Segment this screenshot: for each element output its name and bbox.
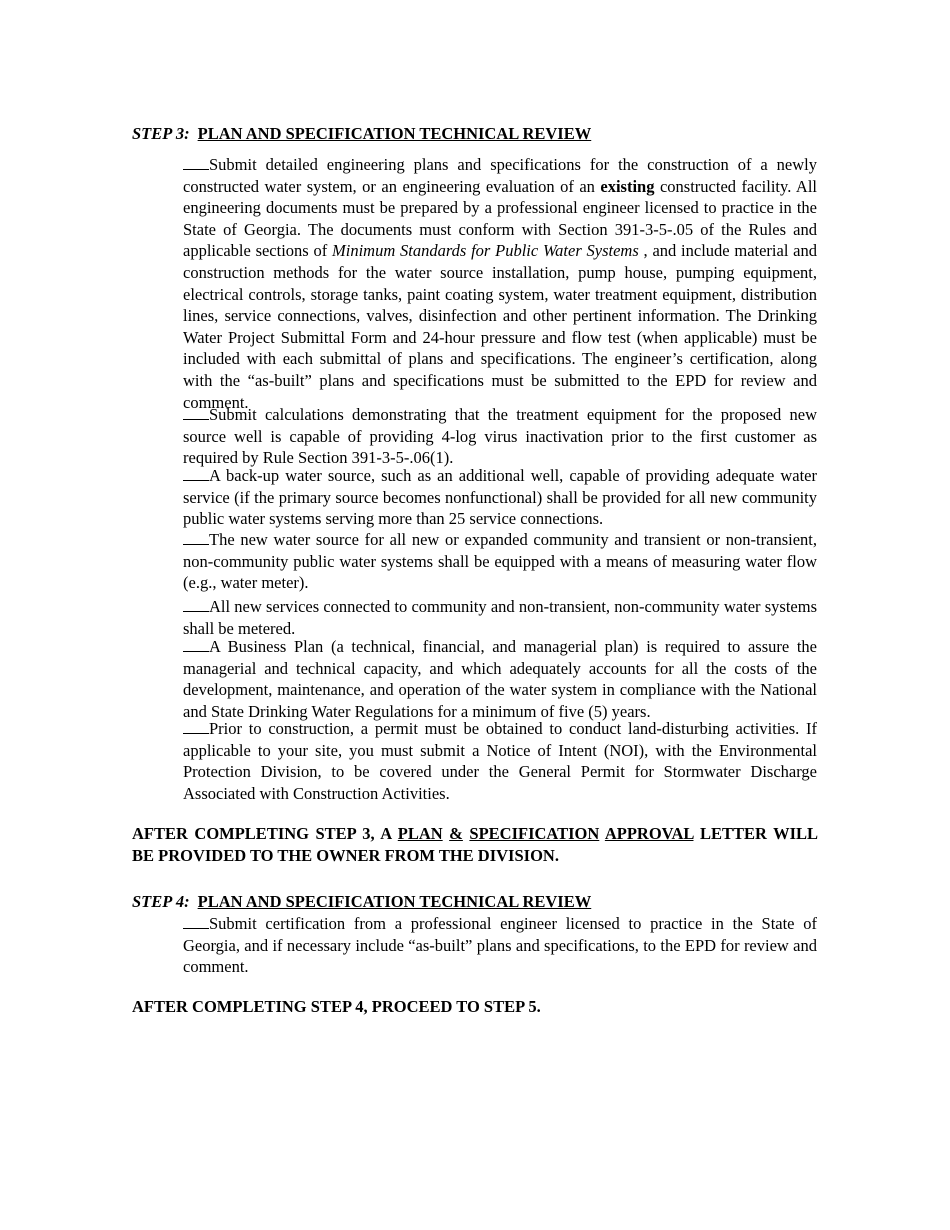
notice-amp: & [449, 824, 463, 843]
checkbox-blank-line[interactable] [183, 155, 209, 170]
item-plans-bold: existing [600, 176, 655, 196]
step-4-title: PLAN AND SPECIFICATION TECHNICAL REVIEW [197, 892, 592, 911]
checkbox-blank-line[interactable] [183, 405, 209, 420]
checklist-item-permit [183, 718, 817, 804]
checkbox-blank-line[interactable] [183, 719, 209, 734]
notice-plan: PLAN [397, 824, 443, 843]
item-calculations-text: Submit calculations demonstrating that the treatment equipment for the proposed new source well is capable of providing 4-log virus inactivation prior to the first customer as required by Rule Section 391-3-5-.06(1). [183, 405, 817, 468]
step-4-completion-notice: AFTER COMPLETING STEP 4, PROCEED TO STEP 5. [132, 997, 541, 1016]
notice-specification: SPECIFICATION [469, 824, 600, 843]
step-4-label: STEP 4: [132, 892, 190, 911]
checkbox-blank-line[interactable] [183, 597, 209, 612]
item-certification-text: Submit certification from a professional engineer licensed to practice in the State of Georgia, and if necessary include “as-built” plans and specifications, to the EPD for review and comment. [183, 914, 817, 977]
step-3-completion-notice [132, 823, 818, 866]
item-permit-text: Prior to construction, a permit must be obtained to conduct land-disturbing activities. If applicable to your site, you must submit a Notice of Intent (NOI), with the Environmental Protection Division, to be covered under the General Permit for Stormwater Discharge Associated with Construction Activities. [183, 719, 817, 803]
step-3-heading [132, 123, 818, 145]
notice-approval: APPROVAL [604, 824, 694, 843]
checklist-item-business-plan [183, 636, 817, 721]
notice-text-b: LETTER WILL BE PROVIDED TO THE OWNER FROM THE DIVISION. [132, 824, 819, 865]
item-metered-services-text: All new services connected to community and non-transient, non-community water systems shall be metered. [183, 597, 817, 638]
item-backup-source-text: A back-up water source, such as an additional well, capable of providing adequate water service (if the primary source becomes nonfunctional) shall be provided for all new community public water systems serving more than 25 service connections. [183, 466, 817, 529]
item-flow-meter-text: The new water source for all new or expanded community and transient or non-transient, non-community public water systems shall be equipped with a means of measuring water flow (e.g., water meter). [183, 530, 817, 593]
checklist-item-calculations [183, 404, 817, 466]
checkbox-blank-line[interactable] [183, 530, 209, 545]
checklist-item-backup-source [183, 465, 817, 530]
checklist-item-metered-services [183, 596, 817, 639]
checklist-item-plans [183, 154, 818, 412]
step-4-heading [132, 891, 818, 913]
item-plans-text-a: Submit detailed engineering plans and specifications for the construction of a newly constructed water system, or an engineering evaluation of an [183, 155, 817, 196]
checkbox-blank-line[interactable] [183, 914, 209, 929]
item-plans-text-c: , and include material and construction methods for the water source installation, pump house, pumping equipment, electrical controls, storage tanks, paint coating system, water treatment equipment, distribution lines, service connections, valves, disinfection and other pertinent information. The Drinking Water Project Submittal Form and 24-hour pressure and flow test (when applicable) must be included with each submittal of plans and specifications. The engineer’s certification, along with the “as-built” plans and specifications must be submitted to the EPD for review and comment. [183, 241, 818, 412]
checklist-item-flow-meter [183, 529, 817, 594]
checklist-item-certification [183, 913, 817, 978]
checkbox-blank-line[interactable] [183, 466, 209, 481]
item-business-plan-text: A Business Plan (a technical, financial, and managerial plan) is required to assure the managerial and technical capacity, and which adequately accounts for all the costs of the development, maintenance, and operation of the water system in compliance with the National and State Drinking Water Regulations for a minimum of five (5) years. [183, 637, 817, 721]
step-3-title: PLAN AND SPECIFICATION TECHNICAL REVIEW [197, 124, 592, 143]
notice-text-a: AFTER COMPLETING STEP 3, A [132, 824, 398, 843]
step-3-label: STEP 3: [132, 124, 190, 143]
item-plans-text-b: constructed facility. All engineering documents must be prepared by a professional engineer licensed to practice in the State of Georgia. The documents must conform with Section 391-3-5-.05 of the Rules and applicable sections of [183, 176, 817, 261]
checkbox-blank-line[interactable] [183, 637, 209, 652]
item-plans-italic: Minimum Standards for Public Water Systems [332, 241, 639, 261]
